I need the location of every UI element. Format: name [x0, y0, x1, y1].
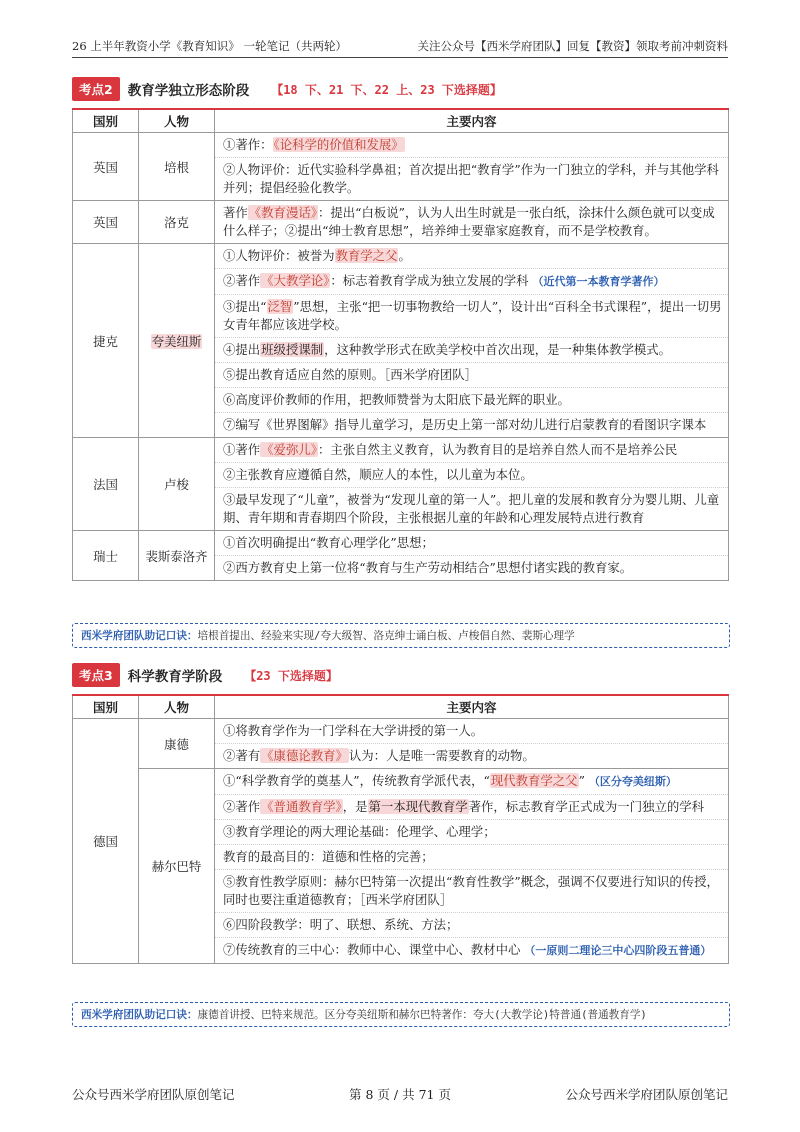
content-cell	[215, 719, 729, 769]
table-row	[73, 769, 729, 964]
person-cell: 卢梭	[139, 438, 215, 531]
section3-tag: 考点3	[72, 663, 120, 687]
content-item: ⑦编写《世界图解》指导儿童学习，是历史上第一部对幼儿进行启蒙教育的看图识字课本	[223, 417, 707, 432]
footer-left: 公众号西米学府团队原创笔记	[72, 1087, 235, 1102]
content-item: ②著有《康德论教育》认为：人是唯一需要教育的动物。	[223, 748, 535, 763]
content-item: ②主张教育应遵循自然，顺应人的本性，以儿童为本位。	[215, 463, 728, 488]
person-cell	[139, 244, 215, 438]
mnemonic-label: 西米学府团队助记口诀：	[81, 630, 198, 642]
section3-title: 科学教育学阶段	[127, 669, 223, 685]
section2-title: 教育学独立形态阶段	[127, 83, 250, 99]
content-item: ④提出班级授课制，这种教学形式在欧美学校中首次出现，是一种集体教学模式。	[215, 338, 728, 363]
table-row	[73, 201, 729, 244]
content-item: ③最早发现了“儿童”，被誉为“发现儿童的第一人”。把儿童的发展和教育分为婴儿期、儿童期、青年期和青春期四个阶段，主张根据儿童的年龄和心理发展特点进行教育	[223, 492, 720, 525]
page-footer	[72, 1085, 728, 1103]
col-content-header: 主要内容	[215, 695, 729, 719]
content-cell	[215, 531, 729, 581]
table-row	[73, 244, 729, 438]
col-content-header: 主要内容	[215, 109, 729, 133]
person-cell: 洛克	[139, 201, 215, 244]
country-cell: 英国	[73, 201, 139, 244]
page-number: 第 8 页 / 共 71 页	[349, 1087, 451, 1102]
content-cell	[215, 201, 729, 244]
content-cell	[215, 769, 729, 964]
content-item: ③教育学理论的两大理论基础：伦理学、心理学；	[215, 820, 728, 845]
content-item: ⑤提出教育适应自然的原则。［西米学府团队］	[215, 363, 728, 388]
page-header	[72, 32, 728, 58]
content-cell	[215, 244, 729, 438]
mnemonic-text: 康德首讲授、巴特来规范。区分夸美纽斯和赫尔巴特著作：夸大(大教学论)特普通(普通教育学)	[197, 1009, 647, 1021]
table-row	[73, 531, 729, 581]
col-person-header: 人物	[139, 109, 215, 133]
content-item: ②著作《大教学论》：标志着教育学成为独立发展的学科 （近代第一本教育学著作）	[215, 269, 728, 295]
content-item: ①“科学教育学的奠基人”，传统教育学派代表，“现代教育学之父” （区分夸美纽斯）	[215, 769, 728, 795]
content-item: ①著作《爱弥儿》：主张自然主义教育，认为教育目的是培养自然人而不是培养公民	[215, 438, 728, 463]
country-cell: 捷克	[73, 244, 139, 438]
content-cell	[215, 438, 729, 531]
section2-exams: 【18 下、21 下、22 上、23 下选择题】	[271, 82, 502, 97]
content-item: ②著作《普通教育学》，是第一本现代教育学著作，标志教育学正式成为一门独立的学科	[215, 795, 728, 820]
content-note: （近代第一本教育学著作）	[532, 275, 665, 288]
content-item: ①首次明确提出“教育心理学化”思想；	[215, 531, 728, 556]
section3-mnemonic	[72, 1002, 730, 1027]
content-note: （一原则二理论三中心四阶段五普通）	[524, 944, 712, 957]
country-cell: 德国	[73, 719, 139, 964]
person-name: 夸美纽斯	[151, 333, 202, 349]
table-header-row	[73, 109, 729, 133]
content-item	[215, 938, 728, 963]
header-left: 26 上半年教资小学《教育知识》 一轮笔记（共两轮）	[72, 39, 347, 53]
content-item: ③提出“泛智”思想，主张“把一切事物教给一切人”，设计出“百科全书式课程”，提出一切男女青年都应该进学校。	[215, 295, 728, 338]
content-item: ⑥四阶段教学：明了、联想、系统、方法；	[215, 913, 728, 938]
content-cell	[215, 133, 729, 201]
footer-right: 公众号西米学府团队原创笔记	[565, 1087, 728, 1102]
content-item: ①著作：《论科学的价值和发展》	[215, 133, 728, 158]
section2-title-bar	[72, 78, 502, 100]
content-item: ①将教育学作为一门学科在大学讲授的第一人。	[215, 719, 728, 744]
mnemonic-label: 西米学府团队助记口诀：	[81, 1009, 198, 1021]
col-country-header: 国别	[73, 695, 139, 719]
country-cell: 瑞士	[73, 531, 139, 581]
person-cell: 培根	[139, 133, 215, 201]
table-row	[73, 133, 729, 201]
content-item: ①人物评价：被誉为教育学之父。	[215, 244, 728, 269]
section3-table	[72, 694, 729, 964]
content-item: 著作《教育漫话》：提出“白板说”，认为人出生时就是一张白纸，涂抹什么颜色就可以变成什么样子；②提出“绅士教育思想”，培养绅士要靠家庭教育，而不是学校教育。	[223, 205, 715, 238]
person-cell: 康德	[139, 719, 215, 769]
header-right: 关注公众号【西米学府团队】回复【教资】领取考前冲刺资料	[417, 39, 728, 53]
content-item: 教育的最高目的：道德和性格的完善；	[215, 845, 728, 870]
country-cell: 法国	[73, 438, 139, 531]
section3-exams: 【23 下选择题】	[244, 668, 338, 683]
country-cell: 英国	[73, 133, 139, 201]
content-text: ⑦传统教育的三中心：教师中心、课堂中心、教材中心	[223, 942, 521, 957]
content-item: ⑤教育性教学原则：赫尔巴特第一次提出“教育性教学”概念，强调不仅要进行知识的传授，同时也要注重道德教育；［西米学府团队］	[215, 870, 728, 913]
content-item: ②西方教育史上第一位将“教育与生产劳动相结合”思想付诸实践的教育家。	[223, 560, 633, 575]
col-country-header: 国别	[73, 109, 139, 133]
content-item: ②人物评价：近代实验科学鼻祖；首次提出把“教育学”作为一门独立的学科，并与其他学科并列；提倡经验化教学。	[223, 162, 719, 195]
mnemonic-text: 培根首提出、经验来实现/夸大级智、洛克绅士诵白板、卢梭倡自然、裴斯心理学	[197, 630, 575, 642]
table-row	[73, 438, 729, 531]
col-person-header: 人物	[139, 695, 215, 719]
table-header-row	[73, 695, 729, 719]
person-cell: 裴斯泰洛齐	[139, 531, 215, 581]
content-note: （区分夸美纽斯）	[588, 775, 677, 788]
section2-table	[72, 108, 729, 581]
table-row	[73, 719, 729, 769]
content-item: ⑥高度评价教师的作用，把教师赞誉为太阳底下最光辉的职业。	[215, 388, 728, 413]
section2-mnemonic	[72, 623, 730, 648]
person-cell: 赫尔巴特	[139, 769, 215, 964]
section2-tag: 考点2	[72, 77, 120, 101]
section3-title-bar	[72, 664, 338, 686]
